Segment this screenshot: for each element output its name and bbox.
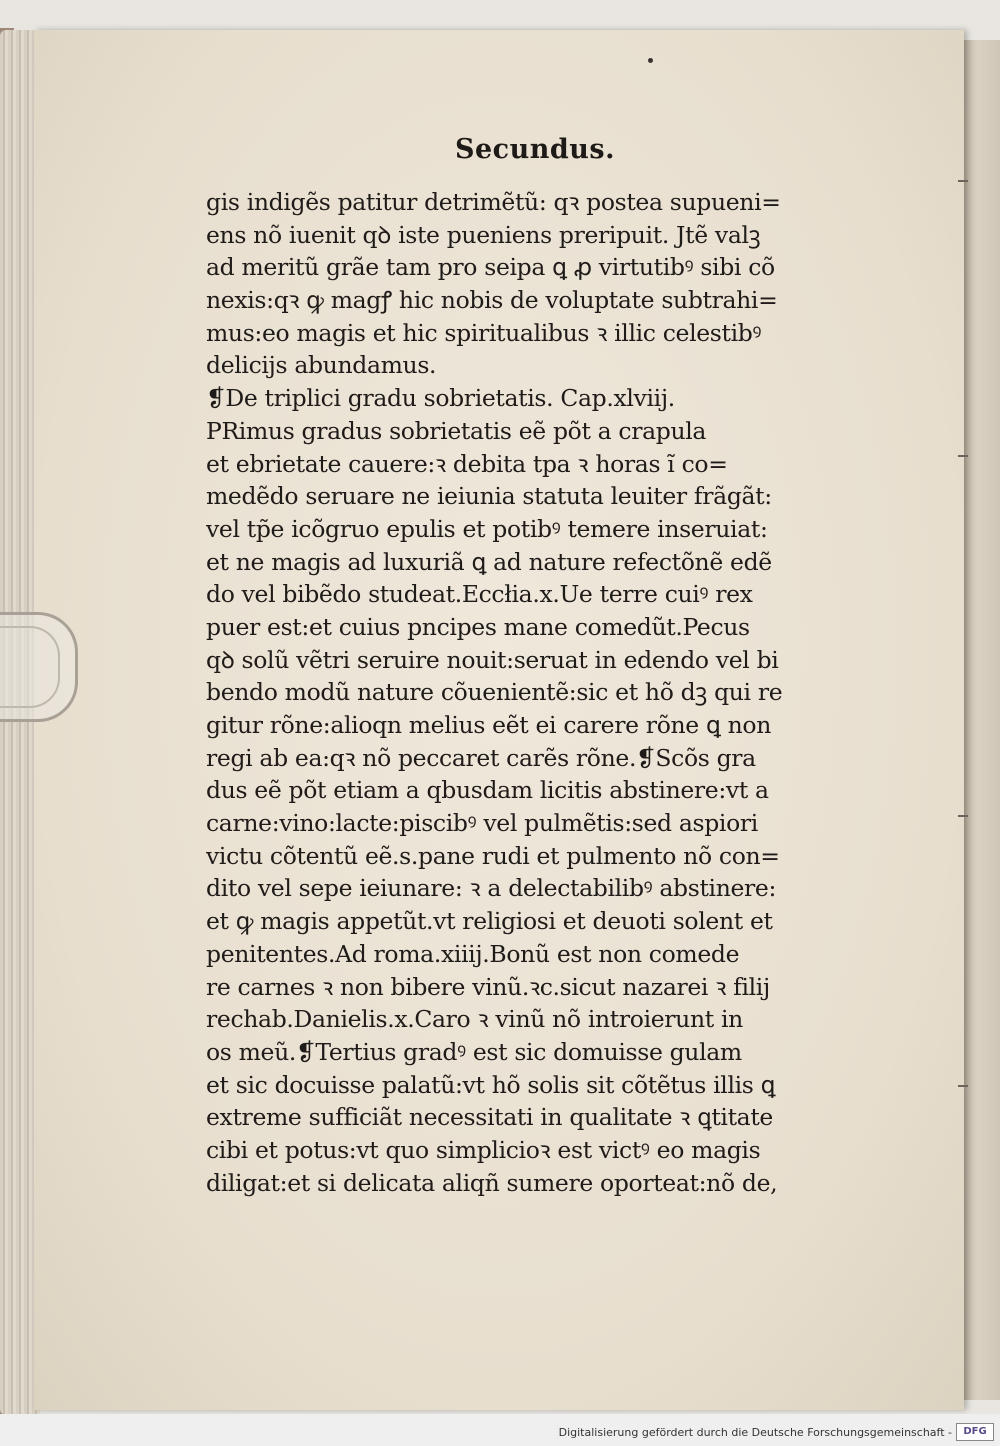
text-line: cibi et potus:vt quo simplicioꝛ est victꝰ eo magis — [206, 1135, 761, 1164]
text-line: mus:eo magis et hic spiritualibus ꝛ illic celestibꝰ — [206, 318, 762, 347]
text-line: penitentes.Ad roma.xiiij.Bonũ est non comede — [206, 939, 740, 968]
text-line: et ebrietate cauere:ꝛ debita tpa ꝛ horas ĩ co= — [206, 449, 728, 478]
text-line: et sic docuisse palatũ:vt hõ solis sit cõtẽtus illis ꝗ — [206, 1070, 776, 1099]
binding-thread — [958, 1085, 968, 1087]
text-line: bendo modũ nature cõuenientẽ:sic et hõ dꝫ qui re — [206, 678, 783, 707]
text-line: vel tp̃e icõgruo epulis et potibꝰ temere inseruiat: — [206, 514, 768, 543]
binding-thread — [958, 455, 968, 457]
text-line: dus eẽ põt etiam a qbusdam licitis abstinere:vt a — [206, 776, 769, 805]
text-line: delicijs abundamus. — [206, 351, 437, 380]
text-line: diligat:et si delicata aliqñ sumere oporteat:nõ de, — [206, 1168, 778, 1197]
right-page-edge — [962, 40, 1000, 1400]
body-text — [206, 186, 881, 1199]
text-line: regi ab ea:qꝛ nõ peccaret carẽs rõne.❡Scõs gra — [206, 743, 756, 772]
book-clip-inner — [0, 626, 60, 708]
text-line: ad meritũ grãe tam pro seipa ꝗ ꝓ virtutibꝰ sibi cõ — [206, 253, 775, 282]
text-line: qꝺ solũ vẽtri seruire nouit:seruat in edendo vel bi — [206, 645, 779, 674]
text-line: dito vel sepe ieiunare: ꝛ a delectabilibꝰ abstinere: — [206, 874, 777, 903]
text-line: PRimus gradus sobrietatis eẽ põt a crapula — [206, 416, 707, 445]
text-line: victu cõtentũ eẽ.s.pane rudi et pulmento nõ con= — [206, 841, 780, 870]
text-line: rechab.Danielis.x.Caro ꝛ vinũ nõ introierunt in — [206, 1005, 743, 1034]
text-line: os meũ.❡Tertius gradꝰ est sic domuisse gulam — [206, 1037, 742, 1066]
binding-thread — [958, 815, 968, 817]
funding-notice: Digitalisierung gefördert durch die Deutsche Forschungsgemeinschaft - — [558, 1426, 952, 1439]
text-line: et ꝙ magis appetũt.vt religiosi et deuoti solent et — [206, 907, 773, 936]
text-line: puer est:et cuius pncipes mane comedũt.Pecus — [206, 612, 750, 641]
binding-thread — [958, 180, 968, 182]
text-line: re carnes ꝛ non bibere vinũ.ꝛc.sicut nazarei ꝛ filij — [206, 972, 770, 1001]
text-line: ens nõ iuenit qꝺ iste pueniens preripuit. Jtẽ valꝫ — [206, 220, 761, 249]
running-header: Secundus. — [455, 134, 615, 165]
text-line: gitur rõne:alioqn melius eẽt ei carere rõne ꝗ non — [206, 711, 772, 739]
text-line: carne:vino:lacte:piscibꝰ vel pulmẽtis:sed aspiori — [206, 809, 758, 838]
text-line: et ne magis ad luxuriã ꝗ ad nature refectõnẽ edẽ — [206, 547, 772, 576]
text-line: nexis:qꝛ ꝙ magꝭ hic nobis de voluptate subtrahi= — [206, 286, 778, 315]
text-line: extreme sufficiãt necessitati in qualitate ꝛ ꝗtitate — [206, 1103, 773, 1132]
text-line: gis indigẽs patitur detrimẽtũ: qꝛ postea supueni= — [206, 188, 781, 216]
dfg-logo: DFG — [956, 1423, 994, 1441]
chapter-heading: ❡De triplici gradu sobrietatis. Cap.xlviij. — [206, 384, 675, 413]
text-line: do vel bibẽdo studeat.Eccłia.x.Ue terre cuiꝰ rex — [206, 580, 753, 609]
text-line: medẽdo seruare ne ieiunia statuta leuiter frãgãt: — [206, 482, 772, 511]
ink-dot — [648, 58, 653, 63]
